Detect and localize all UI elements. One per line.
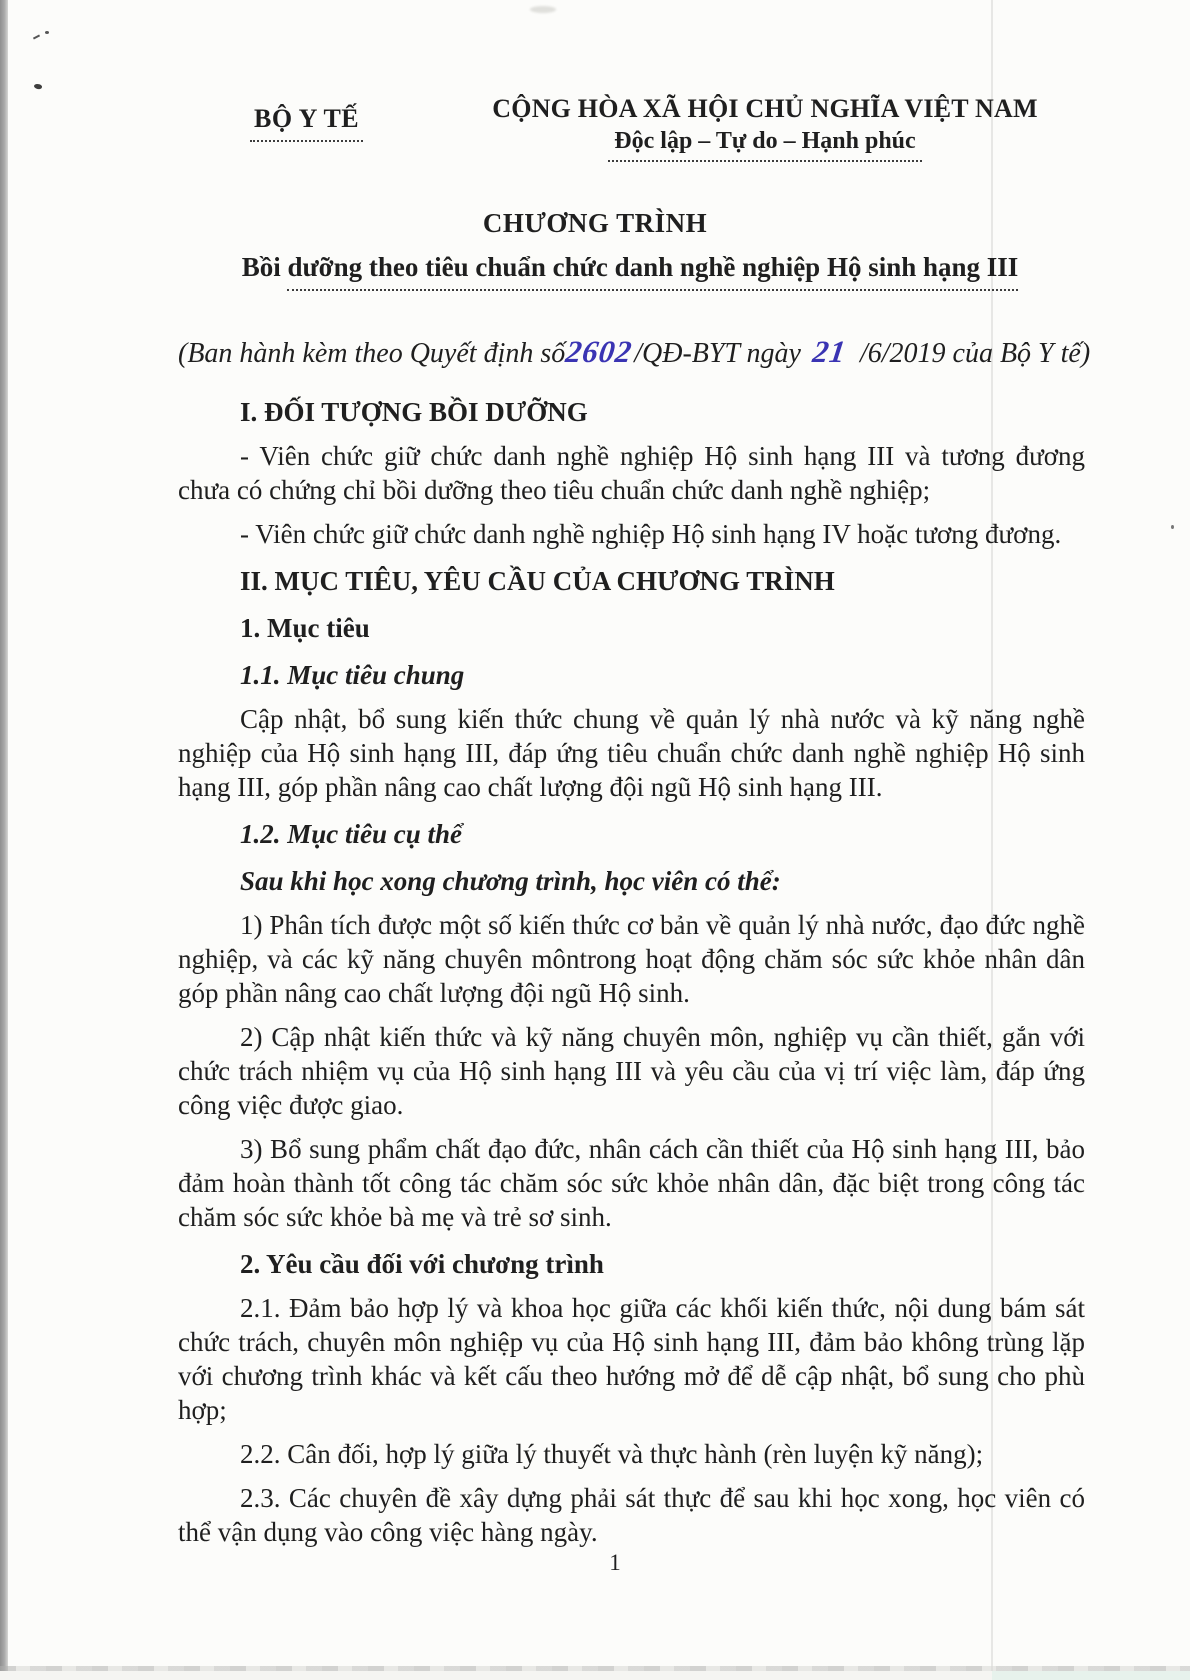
national-motto: Độc lập – Tự do – Hạnh phúc bbox=[608, 128, 921, 162]
issuing-agency: BỘ Y TẾ bbox=[250, 104, 363, 142]
handwritten-day: 21 bbox=[810, 334, 849, 369]
document-type-title: CHƯƠNG TRÌNH bbox=[482, 208, 708, 238]
issuance-text-3: /6/2019 của Bộ Y tế) bbox=[859, 338, 1091, 369]
objective-item-1: 1) Phân tích được một số kiến thức cơ bản về quản lý nhà nước, đạo đức nghề nghiệp, và các kỹ năng chuyên môntrong hoạt động chăm sóc sức khỏe nhân dân góp phần nâng cao chất lượng đội ngũ Hộ sinh. bbox=[178, 910, 1085, 1008]
national-header bbox=[440, 94, 1090, 162]
issuance-note bbox=[178, 334, 1108, 370]
main-title-underlined: dưỡng theo tiêu chuẩn chức danh nghề nghiệp Hộ sinh hạng III bbox=[287, 252, 1018, 291]
subsection-1-2-heading: 1.2. Mục tiêu cụ thể bbox=[240, 819, 463, 849]
subsection-1-1-heading: 1.1. Mục tiêu chung bbox=[240, 660, 465, 690]
main-title-prefix: Bồi bbox=[241, 252, 288, 282]
objective-item-3: 3) Bổ sung phẩm chất đạo đức, nhân cách cần thiết của Hộ sinh hạng III, bảo đảm hoàn thành tốt công tác chăm sóc sức khỏe nhân dân, đặc biệt trong công tác chăm sóc sức khỏe bà mẹ và trẻ sơ sinh. bbox=[178, 1134, 1085, 1232]
requirement-item-2-1: 2.1. Đảm bảo hợp lý và khoa học giữa các khối kiến thức, nội dung bám sát chức trách, chuyên môn nghiệp vụ của Hộ sinh hạng III, đảm bảo không trùng lặp với chương trình khác và kết cấu theo hướng mở để dễ cập nhật, bổ sung cho phù hợp; bbox=[178, 1293, 1085, 1425]
scan-smudge bbox=[530, 6, 556, 13]
ink-speck bbox=[33, 34, 40, 39]
objective-item-2: 2) Cập nhật kiến thức và kỹ năng chuyên môn, nghiệp vụ cần thiết, gắn với chức trách nhiệm vụ của Hộ sinh hạng III và yêu cầu của vị trí việc làm, đáp ứng công việc được giao. bbox=[178, 1022, 1085, 1120]
national-title: CỘNG HÒA XÃ HỘI CHỦ NGHĨA VIỆT NAM bbox=[492, 94, 1038, 123]
section-i-heading: I. ĐỐI TƯỢNG BỒI DƯỠNG bbox=[240, 397, 588, 427]
document-body bbox=[178, 382, 1085, 1549]
requirement-item-2-3: 2.3. Các chuyên đề xây dựng phải sát thực để sau khi học xong, học viên có thể vận dụng vào công việc hàng ngày. bbox=[178, 1483, 1085, 1547]
section-ii-heading: II. MỤC TIÊU, YÊU CẦU CỦA CHƯƠNG TRÌNH bbox=[240, 566, 835, 596]
ink-speck bbox=[45, 31, 49, 34]
issuance-text-2: /QĐ-BYT ngày bbox=[634, 338, 801, 369]
target-item-1: - Viên chức giữ chức danh nghề nghiệp Hộ sinh hạng III và tương đương chưa có chứng chỉ bồi dưỡng theo tiêu chuẩn chức danh nghề nghiệp; bbox=[178, 441, 1085, 505]
subsection-1-heading: 1. Mục tiêu bbox=[240, 613, 370, 643]
scanner-bottom-strip bbox=[0, 1671, 992, 1680]
scanner-edge-shadow bbox=[0, 0, 8, 1680]
specific-objective-lead: Sau khi học xong chương trình, học viên có thể: bbox=[240, 866, 781, 896]
requirement-item-2-2: 2.2. Cân đối, hợp lý giữa lý thuyết và thực hành (rèn luyện kỹ năng); bbox=[240, 1439, 984, 1469]
subsection-2-heading: 2. Yêu cầu đối với chương trình bbox=[240, 1249, 604, 1279]
ink-speck bbox=[1171, 525, 1174, 529]
target-item-2: - Viên chức giữ chức danh nghề nghiệp Hộ sinh hạng IV hoặc tương đương. bbox=[240, 519, 1062, 549]
general-objective-paragraph: Cập nhật, bổ sung kiến thức chung về quản lý nhà nước và kỹ năng nghề nghiệp của Hộ sinh hạng III, đáp ứng tiêu chuẩn chức danh nghề nghiệp Hộ sinh hạng III, góp phần nâng cao chất lượng đội ngũ Hộ sinh hạng III. bbox=[178, 704, 1085, 802]
scanner-bottom-strip-tinted bbox=[992, 1671, 1190, 1680]
handwritten-decision-number: 2602 bbox=[563, 334, 635, 369]
document-main-title bbox=[150, 252, 1110, 283]
page-number: 1 bbox=[609, 1550, 621, 1575]
ink-speck bbox=[33, 83, 42, 90]
issuance-text-1: (Ban hành kèm theo Quyết định số bbox=[178, 338, 566, 369]
